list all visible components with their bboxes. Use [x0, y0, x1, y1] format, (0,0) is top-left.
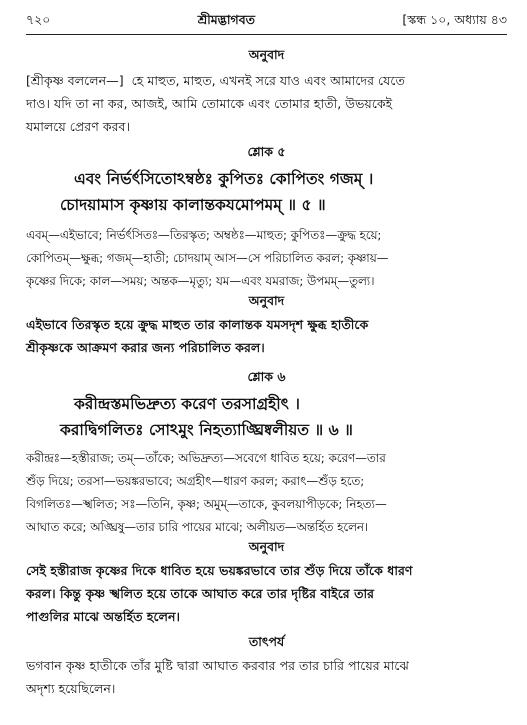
translation-line: করল। কিন্তু কৃষ্ণ স্খলিত হয়ে তাকে আঘাত করে তার দৃষ্টির বাইরে তার	[26, 586, 375, 601]
translation-line: পাগুলির মাঝে অন্তর্হিত হলেন।	[26, 609, 181, 624]
verse-heading: শ্লোক ৬	[247, 369, 286, 384]
translation-line: হে মাহুত, মাহুত, এখনই সরে যাও এবং আমাদের যেতে	[131, 73, 405, 88]
chapter-reference: [স্কন্ধ ১০, অধ্যায় ৪৩	[402, 12, 507, 27]
synonyms-line: বিগলিতঃ—স্খলিত; সঃ—তিনি, কৃষ্ণ; অমুম্—তাকে, কুবলয়াপীড়কে; নিহত্য—	[26, 497, 387, 511]
translation-line: যমালয়ে প্রেরণ করব।	[26, 119, 131, 134]
sanskrit-verse	[26, 166, 507, 218]
page-header	[26, 12, 507, 35]
synonyms-line: করীন্দ্রঃ—হস্তীরাজ; তম্—তাঁকে; অভিদ্রুত্য—সবেগে ধাবিত হয়ে; করেণ—তার	[26, 451, 386, 465]
synonyms-line: এবম্—এইভাবে; নির্ভর্ৎসিতঃ—তিরস্কৃত; অম্বষ্ঠঃ—মাহুত; কুপিতঃ—ক্রুদ্ধ হয়ে;	[26, 228, 382, 242]
sanskrit-verse	[26, 391, 507, 443]
word-meanings	[26, 447, 507, 539]
translation-paragraph	[26, 559, 507, 628]
word-meanings	[26, 224, 507, 293]
purport-line: ভগবান কৃষ্ণ হাতীকে তাঁর মুষ্টি দ্বারা আঘাত করবার পর তার চারি পায়ের মাঝে	[26, 658, 409, 673]
translation-paragraph	[26, 313, 507, 359]
translation-paragraph	[26, 69, 507, 138]
verse-line: চোদয়ামাস কৃষ্ণায় কালান্তকযমোপমম্ ॥ ৫ ॥	[60, 196, 326, 214]
synonyms-line: শুঁড় দিয়ে; তরসা—ভয়ঙ্করভাবে; অগ্রহীৎ—ধারণ করল; করাৎ—শুঁড় হতে;	[26, 474, 365, 488]
purport-heading: তাৎপর্য	[248, 634, 285, 649]
translation-line: দাও। যদি তা না কর, আজই, আমি তোমাকে এবং তোমার হাতী, উভয়কেই	[26, 96, 393, 111]
synonyms-line: আঘাত করে; অঙ্ঘ্রিষু—তার চারি পায়ের মাঝে; অলীয়ত—অন্তর্হিত হলেন।	[26, 520, 369, 534]
translation-line: সেই হস্তীরাজ কৃষ্ণের দিকে ধাবিত হয়ে ভয়ঙ্করভাবে তার শুঁড় দিয়ে তাঁকে ধারণ	[26, 563, 413, 578]
translation-line: এইভাবে তিরস্কৃত হয়ে ক্রুদ্ধ মাহুত তার কালান্তক যমসদৃশ ক্ষুব্ধ হাতীকে	[26, 317, 369, 332]
synonyms-line: কোপিতম্—ক্ষুব্ধ; গজম্—হাতী; চোদয়াম্ আস—সে পরিচালিত করল; কৃষ্ণায়—	[26, 251, 389, 265]
page-number: ৭২০	[26, 12, 51, 27]
purport-line: অদৃশ্য হয়েছিলেন।	[26, 681, 116, 696]
translation-heading: অনুবাদ	[248, 293, 285, 308]
book-title: শ্রীমদ্ভাগবত	[197, 12, 256, 27]
translation-heading: অনুবাদ	[248, 47, 285, 62]
verse-line: করাদ্বিগলিতঃ সোঽমুং নিহত্যাঙ্ঘ্রিষ্বলীয়ত ॥ ৬ ॥	[60, 421, 353, 439]
translation-line: শ্রীকৃষ্ণকে আক্রমণ করার জন্য পরিচালিত করল।	[26, 340, 265, 355]
verse-line: করীন্দ্রস্তমভিদ্রুত্য করেণ তরসাগ্রহীৎ ।	[74, 395, 300, 413]
verse-line: এবং নির্ভর্ৎসিতোঽম্বষ্ঠঃ কুপিতঃ কোপিতং গজম্ ।	[74, 170, 374, 188]
translation-heading: অনুবাদ	[248, 539, 285, 554]
purport-paragraph	[26, 654, 507, 700]
synonyms-line: কৃষ্ণের দিকে; কাল—সময়; অন্তক—মৃত্যু; যম—এবং যমরাজ; উপমম্—তুল্য।	[26, 274, 375, 288]
document-page	[26, 12, 507, 700]
speaker-label: [শ্রীকৃষ্ণ বললেন—]	[26, 73, 124, 88]
verse-heading: শ্লোক ৫	[247, 144, 286, 159]
